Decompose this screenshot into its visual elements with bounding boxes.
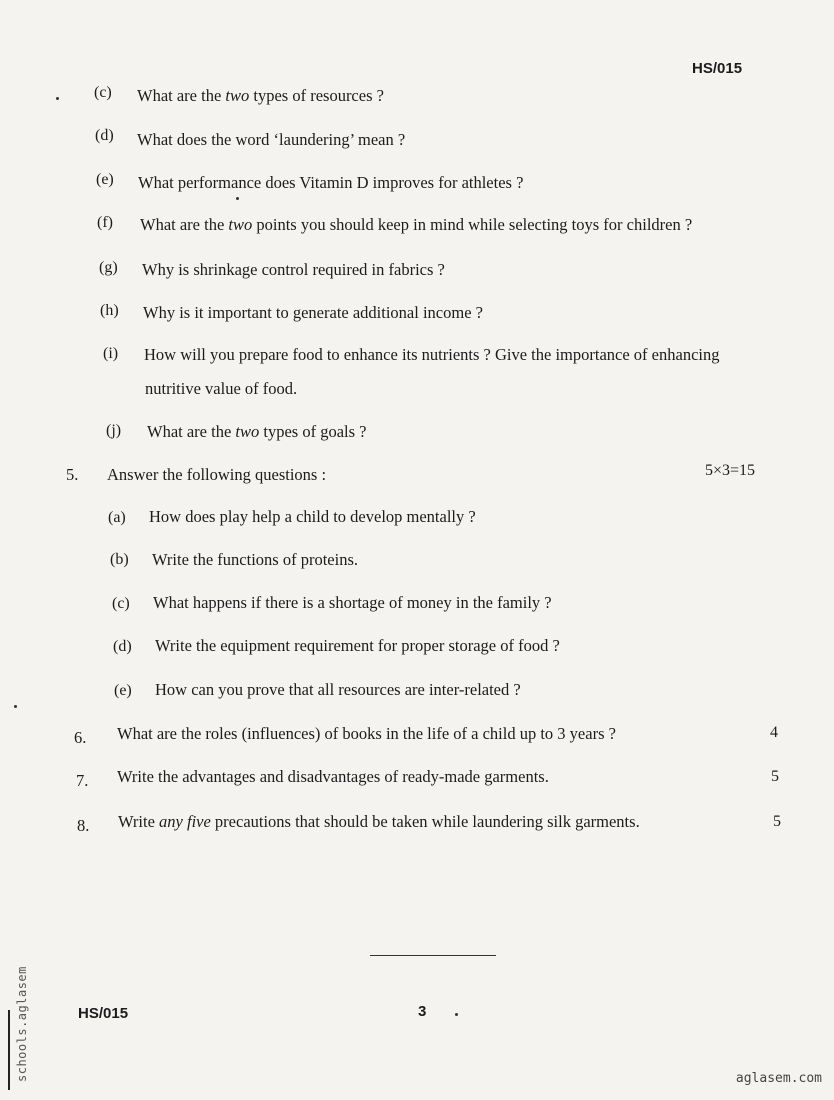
q4-item-e-text: What performance does Vitamin D improves for athletes ? — [138, 173, 524, 192]
q7-marks: 5 — [771, 768, 779, 785]
q4-item-d-text: What does the word ‘laundering’ mean ? — [137, 130, 406, 149]
q4-item-h-text: Why is it important to generate additional income ? — [143, 303, 483, 322]
q5-item-e-text: How can you prove that all resources are inter-related ? — [155, 680, 521, 699]
q5-item-d-text: Write the equipment requirement for proper storage of food ? — [155, 636, 560, 655]
q4-item-j-label: (j) — [106, 422, 122, 439]
q7-number: 7. — [76, 771, 89, 790]
q4-item-i-label: (i) — [103, 345, 119, 362]
q5-item-a-text: How does play help a child to develop mentally ? — [149, 507, 476, 526]
scan-speck — [56, 97, 59, 100]
q4-item-f-text: What are the two points you should keep in mind while selecting toys for children ? — [140, 215, 693, 234]
side-watermark: schools.aglasem — [15, 966, 29, 1082]
q4-item-j-text: What are the two types of goals ? — [147, 422, 367, 441]
q5-item-d-label: (d) — [113, 638, 132, 655]
header-paper-code: HS/015 — [692, 60, 743, 77]
q4-item-i-text-continued: nutritive value of food. — [145, 379, 298, 398]
q4-item-c-label: (c) — [94, 84, 112, 101]
q5-item-a-label: (a) — [108, 509, 126, 526]
scan-speck — [455, 1013, 458, 1016]
q8-text: Write any five precautions that should be taken while laundering silk garments. — [118, 812, 640, 831]
q8-marks: 5 — [773, 813, 781, 830]
q5-item-b-label: (b) — [110, 551, 129, 568]
q6-text: What are the roles (influences) of books in the life of a child up to 3 years ? — [117, 724, 616, 743]
q4-item-i-text: How will you prepare food to enhance its nutrients ? Give the importance of enhancing — [144, 345, 720, 364]
q4-item-c-text: What are the two types of resources ? — [137, 86, 384, 105]
q5-text: Answer the following questions : — [107, 465, 327, 484]
q4-item-g-label: (g) — [99, 259, 118, 276]
q6-marks: 4 — [770, 724, 778, 741]
q4-item-d-label: (d) — [95, 127, 114, 144]
scan-speck — [14, 705, 17, 708]
q7-text: Write the advantages and disadvantages of ready-made garments. — [117, 767, 549, 786]
side-margin-bar — [8, 1010, 10, 1090]
q4-item-f-label: (f) — [97, 214, 113, 231]
q5-item-c-label: (c) — [112, 595, 130, 612]
footer-watermark: aglasem.com — [735, 1071, 822, 1086]
q6-number: 6. — [74, 728, 87, 747]
page-number: 3 — [418, 1003, 427, 1020]
q5-item-e-label: (e) — [114, 682, 132, 699]
footer-paper-code: HS/015 — [78, 1005, 129, 1022]
scan-speck — [236, 197, 239, 200]
q8-number: 8. — [77, 816, 90, 835]
q4-item-h-label: (h) — [100, 302, 119, 319]
q5-item-c-text: What happens if there is a shortage of money in the family ? — [153, 593, 552, 612]
q4-item-e-label: (e) — [96, 171, 114, 188]
q5-marks: 5×3=15 — [705, 462, 756, 479]
q5-number: 5. — [66, 465, 79, 484]
q5-item-b-text: Write the functions of proteins. — [152, 550, 358, 569]
q4-item-g-text: Why is shrinkage control required in fabrics ? — [142, 260, 445, 279]
end-divider — [370, 955, 496, 956]
